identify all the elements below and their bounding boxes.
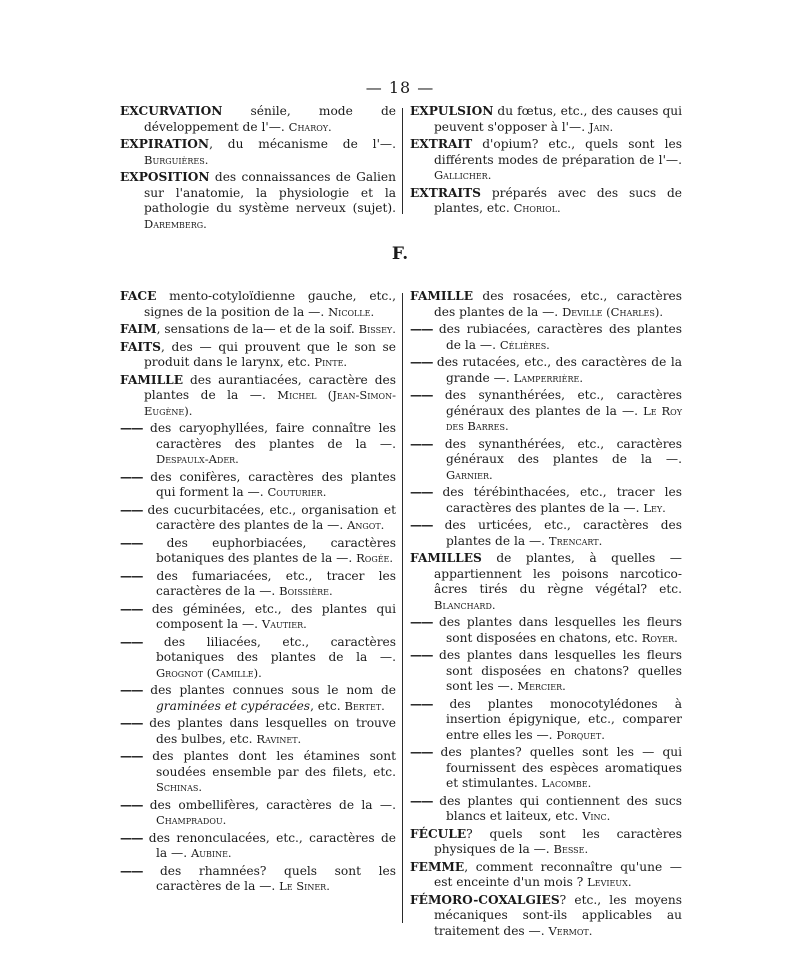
entry-dash: —— (410, 648, 433, 662)
index-entry (410, 355, 682, 386)
entry-text: des plantes dans lesquelles les fleurs sont disposées en chatons? quelles sont les —. (432, 648, 682, 693)
entry-dash: —— (120, 535, 143, 550)
entry-text: , sensations de la— et de la soif. (156, 322, 355, 336)
entry-text: des rhamnées? quels sont les caractères de la —. (142, 863, 396, 893)
entry-headword: FAIM (120, 322, 157, 336)
entry-author: Couturier. (267, 485, 327, 499)
entry-text: des fumariacées, etc., tracer les caractères de la —. (142, 568, 396, 598)
entry-dash: —— (410, 615, 433, 629)
entry-author: Levieux. (587, 875, 632, 889)
index-entry (410, 615, 682, 646)
entry-dash: —— (410, 485, 433, 499)
entry-headword: FACE (120, 289, 157, 303)
entry-author: Ravinet. (256, 731, 302, 746)
index-entry (410, 518, 682, 549)
entry-dash: —— (120, 716, 143, 730)
entry-text: des aurantiacées, caractère des plantes de la —. (144, 372, 396, 402)
entry-text: des renonculacées, etc., caractères de la —. (142, 830, 396, 860)
entry-headword: EXPOSITION (120, 170, 210, 184)
entry-headword: EXPIRATION (120, 137, 210, 151)
index-entry (410, 794, 682, 825)
entry-author: Deville (Charles). (562, 304, 664, 319)
index-entry (120, 831, 396, 862)
column-divider-bottom (402, 293, 403, 923)
entry-author: Rogée. (356, 551, 394, 565)
column-divider-top (402, 108, 403, 214)
index-entry (410, 648, 682, 695)
entry-text: d'opium? etc., quels sont les différents modes de préparation de l'—. (434, 137, 682, 167)
entry-author: Nicolle. (328, 304, 375, 319)
entry-dash: —— (410, 518, 433, 532)
entry-text-continued: , etc. (310, 698, 341, 713)
entry-text: ? quels sont les caractères physiques de la —. (434, 826, 682, 856)
entry-text: des caryophyllées, faire connaître les caractères des plantes de la —. (142, 421, 396, 451)
index-entry (120, 602, 396, 633)
index-entry (120, 340, 396, 371)
entry-text: des rosacées, etc., caractères des plantes de la —. (434, 289, 682, 319)
entry-author: Porquet. (556, 727, 605, 742)
entry-text: des urticées, etc., caractères des plantes de la —. (432, 518, 682, 548)
entry-headword: FEMME (410, 859, 465, 874)
entry-dash: —— (120, 601, 143, 616)
entry-author: Choriol. (513, 201, 561, 215)
entry-author: Champradou. (156, 813, 227, 827)
entry-headword: FÉCULE (410, 826, 467, 841)
entry-headword: EXCURVATION (120, 104, 223, 118)
entry-text: de plantes, à quelles — appartiennent les poisons narcotico-âcres tirés du règne végétal? etc. (434, 551, 682, 596)
entry-dash: —— (120, 749, 143, 763)
entry-author: Mercier. (517, 679, 566, 693)
entry-author: Boissière. (279, 584, 333, 598)
index-entry (410, 388, 682, 435)
entry-author: Grognot (Camille). (156, 665, 262, 680)
entry-dash: —— (120, 421, 143, 435)
entry-text: des géminées, etc., des plantes qui composent la —. (142, 601, 396, 631)
entry-dash: —— (410, 696, 433, 711)
entry-text: des liliacées, etc., caractères botaniques des plantes de la —. (142, 634, 396, 664)
entry-author: Le Siner. (279, 879, 330, 893)
entry-author: Pinte. (314, 355, 348, 369)
index-entry (120, 864, 396, 895)
right-column (410, 289, 682, 941)
entry-dash: —— (120, 502, 143, 517)
entry-text: des plantes dans lesquelles on trouve des bulbes, etc. (142, 716, 396, 746)
entry-dash: —— (120, 568, 143, 583)
entry-text: des plantes dans lesquelles les fleurs sont disposées en chatons, etc. (432, 615, 682, 645)
entry-author: Lamperrière. (513, 370, 583, 385)
entry-author: Bissey. (358, 322, 396, 336)
entry-author: Despaulx-Ader. (156, 452, 239, 466)
index-entry (410, 137, 682, 184)
entry-author: Lacombe. (541, 776, 592, 790)
index-entry (410, 745, 682, 792)
entry-italic-text: graminées et cypéracées (156, 698, 311, 713)
index-entry (120, 373, 396, 420)
entry-text: , des — qui prouvent que le son se produit dans le larynx, etc. (144, 339, 396, 369)
entry-headword: FAMILLES (410, 551, 482, 565)
index-entry (410, 893, 682, 940)
entry-text: , comment reconnaître qu'une — est enceinte d'un mois ? (434, 859, 682, 889)
entry-headword: FAMILLE (120, 372, 184, 387)
index-entry (410, 104, 682, 135)
index-entry (410, 289, 682, 320)
index-entry (120, 635, 396, 682)
entry-text: des plantes? quelles sont les — qui fournissent des espèces aromatiques et stimulantes. (432, 745, 682, 790)
section-heading-f: F. (391, 244, 409, 264)
entry-text: des plantes connues sous le nom de (142, 683, 396, 697)
entry-dash: —— (120, 830, 143, 845)
entry-text: des connaissances de Galien sur l'anatomie, la physiologie et la pathologie du système nerveux (sujet). (144, 170, 396, 215)
entry-text: des euphorbiacées, caractères botaniques des plantes de la —. (142, 535, 396, 565)
entry-author: Daremberg. (144, 216, 207, 231)
entry-dash: —— (410, 745, 433, 759)
entry-author: Blanchard. (434, 597, 496, 612)
entry-dash: —— (120, 863, 143, 878)
index-entry (410, 697, 682, 744)
entry-author: Royer. (641, 630, 678, 645)
entry-text: mento-cotyloïdienne gauche, etc., signes de la position de la —. (144, 289, 396, 319)
entry-author: Bertet. (344, 698, 385, 713)
index-entry (120, 137, 396, 168)
index-entry (120, 289, 396, 320)
entry-author: Aubine. (190, 846, 232, 860)
entry-author: Vinc. (582, 809, 611, 823)
entry-dash: —— (120, 797, 143, 812)
index-entry (410, 322, 682, 353)
entry-author: Besse. (553, 842, 589, 856)
entry-headword: FÉMORO-COXALGIES (410, 892, 560, 907)
index-entry (120, 322, 396, 338)
index-entry (120, 104, 396, 135)
entry-author: Burguières. (144, 152, 209, 167)
index-entry (120, 569, 396, 600)
entry-author: Vermot. (548, 923, 593, 938)
entry-author: Célières. (499, 337, 550, 352)
entry-author: Michel (Jean-Simon-Eugène). (144, 388, 397, 418)
entry-text: ? etc., les moyens mécaniques sont-ils applicables au traitement des —. (434, 892, 682, 938)
entry-author: Vautier. (261, 617, 307, 631)
entry-dash: —— (410, 322, 433, 336)
index-entry (120, 470, 396, 501)
entry-text: préparés avec des sucs de plantes, etc. (434, 185, 682, 215)
entry-author: Le Roy des Barres. (446, 403, 682, 433)
entry-text: des conifères, caractères des plantes qui forment la —. (142, 469, 396, 499)
entry-headword: FAITS (120, 339, 161, 354)
entry-text: des cucurbitacées, etc., organisation et caractère des plantes de la —. (142, 502, 396, 532)
page-number: — 18 — (365, 78, 435, 97)
index-entry (410, 860, 682, 891)
entry-headword: EXTRAITS (410, 185, 481, 200)
index-entry (410, 485, 682, 516)
entry-text: des plantes qui contiennent des sucs blancs et laiteux, etc. (432, 793, 682, 823)
index-entry (120, 536, 396, 567)
index-entry (120, 798, 396, 829)
entry-author: Garnier. (446, 467, 493, 482)
entry-text: sénile, mode de développement de l'—. (144, 104, 396, 134)
entry-text: , du mécanisme de l'—. (209, 137, 396, 151)
entry-author: Gallicher. (434, 168, 492, 182)
entry-author: Ley. (643, 500, 666, 515)
index-entry (410, 186, 682, 217)
entry-author: Jain. (588, 119, 614, 134)
index-entry (120, 503, 396, 534)
entry-dash: —— (120, 683, 143, 697)
entry-dash: —— (120, 634, 143, 649)
entry-dash: —— (410, 436, 433, 451)
entry-author: Trencart. (548, 533, 603, 548)
left-column (120, 289, 396, 897)
entry-headword: EXTRAIT (410, 137, 473, 151)
entry-author: Charoy. (288, 119, 332, 134)
index-entry (120, 170, 396, 232)
index-entry (410, 827, 682, 858)
entry-text: des ombellifères, caractères de la —. (142, 797, 396, 812)
entry-text: des plantes monocotylédones à insertion épigynique, etc., comparer entre elles les —. (432, 696, 682, 742)
entry-text: des rubiacées, caractères des plantes de la —. (432, 322, 682, 352)
entry-author: Schinas. (156, 780, 203, 794)
index-entry (120, 421, 396, 468)
top-right-column (410, 104, 682, 219)
entry-dash: —— (410, 355, 433, 369)
index-entry (120, 716, 396, 747)
entry-text: des rutacées, etc., des caractères de la grande —. (432, 355, 682, 385)
index-entry (120, 683, 396, 714)
index-entry (410, 551, 682, 613)
entry-text: des synanthérées, etc., caractères généraux des plantes de la —. (432, 436, 682, 466)
top-left-column (120, 104, 396, 234)
index-entry (410, 437, 682, 484)
entry-text: des térébinthacées, etc., tracer les caractères des plantes de la —. (432, 485, 682, 515)
entry-headword: FAMILLE (410, 289, 474, 303)
entry-text: des plantes dont les étamines sont soudées ensemble par des filets, etc. (142, 749, 396, 779)
entry-dash: —— (410, 793, 433, 808)
entry-text: des synanthérées, etc., caractères généraux des plantes de la —. (432, 388, 682, 418)
entry-headword: EXPULSION (410, 104, 494, 118)
entry-dash: —— (410, 388, 433, 402)
index-entry (120, 749, 396, 796)
entry-dash: —— (120, 469, 143, 484)
entry-author: Angot. (347, 518, 385, 532)
entry-text: du fœtus, etc., des causes qui peuvent s'opposer à l'—. (434, 104, 682, 134)
